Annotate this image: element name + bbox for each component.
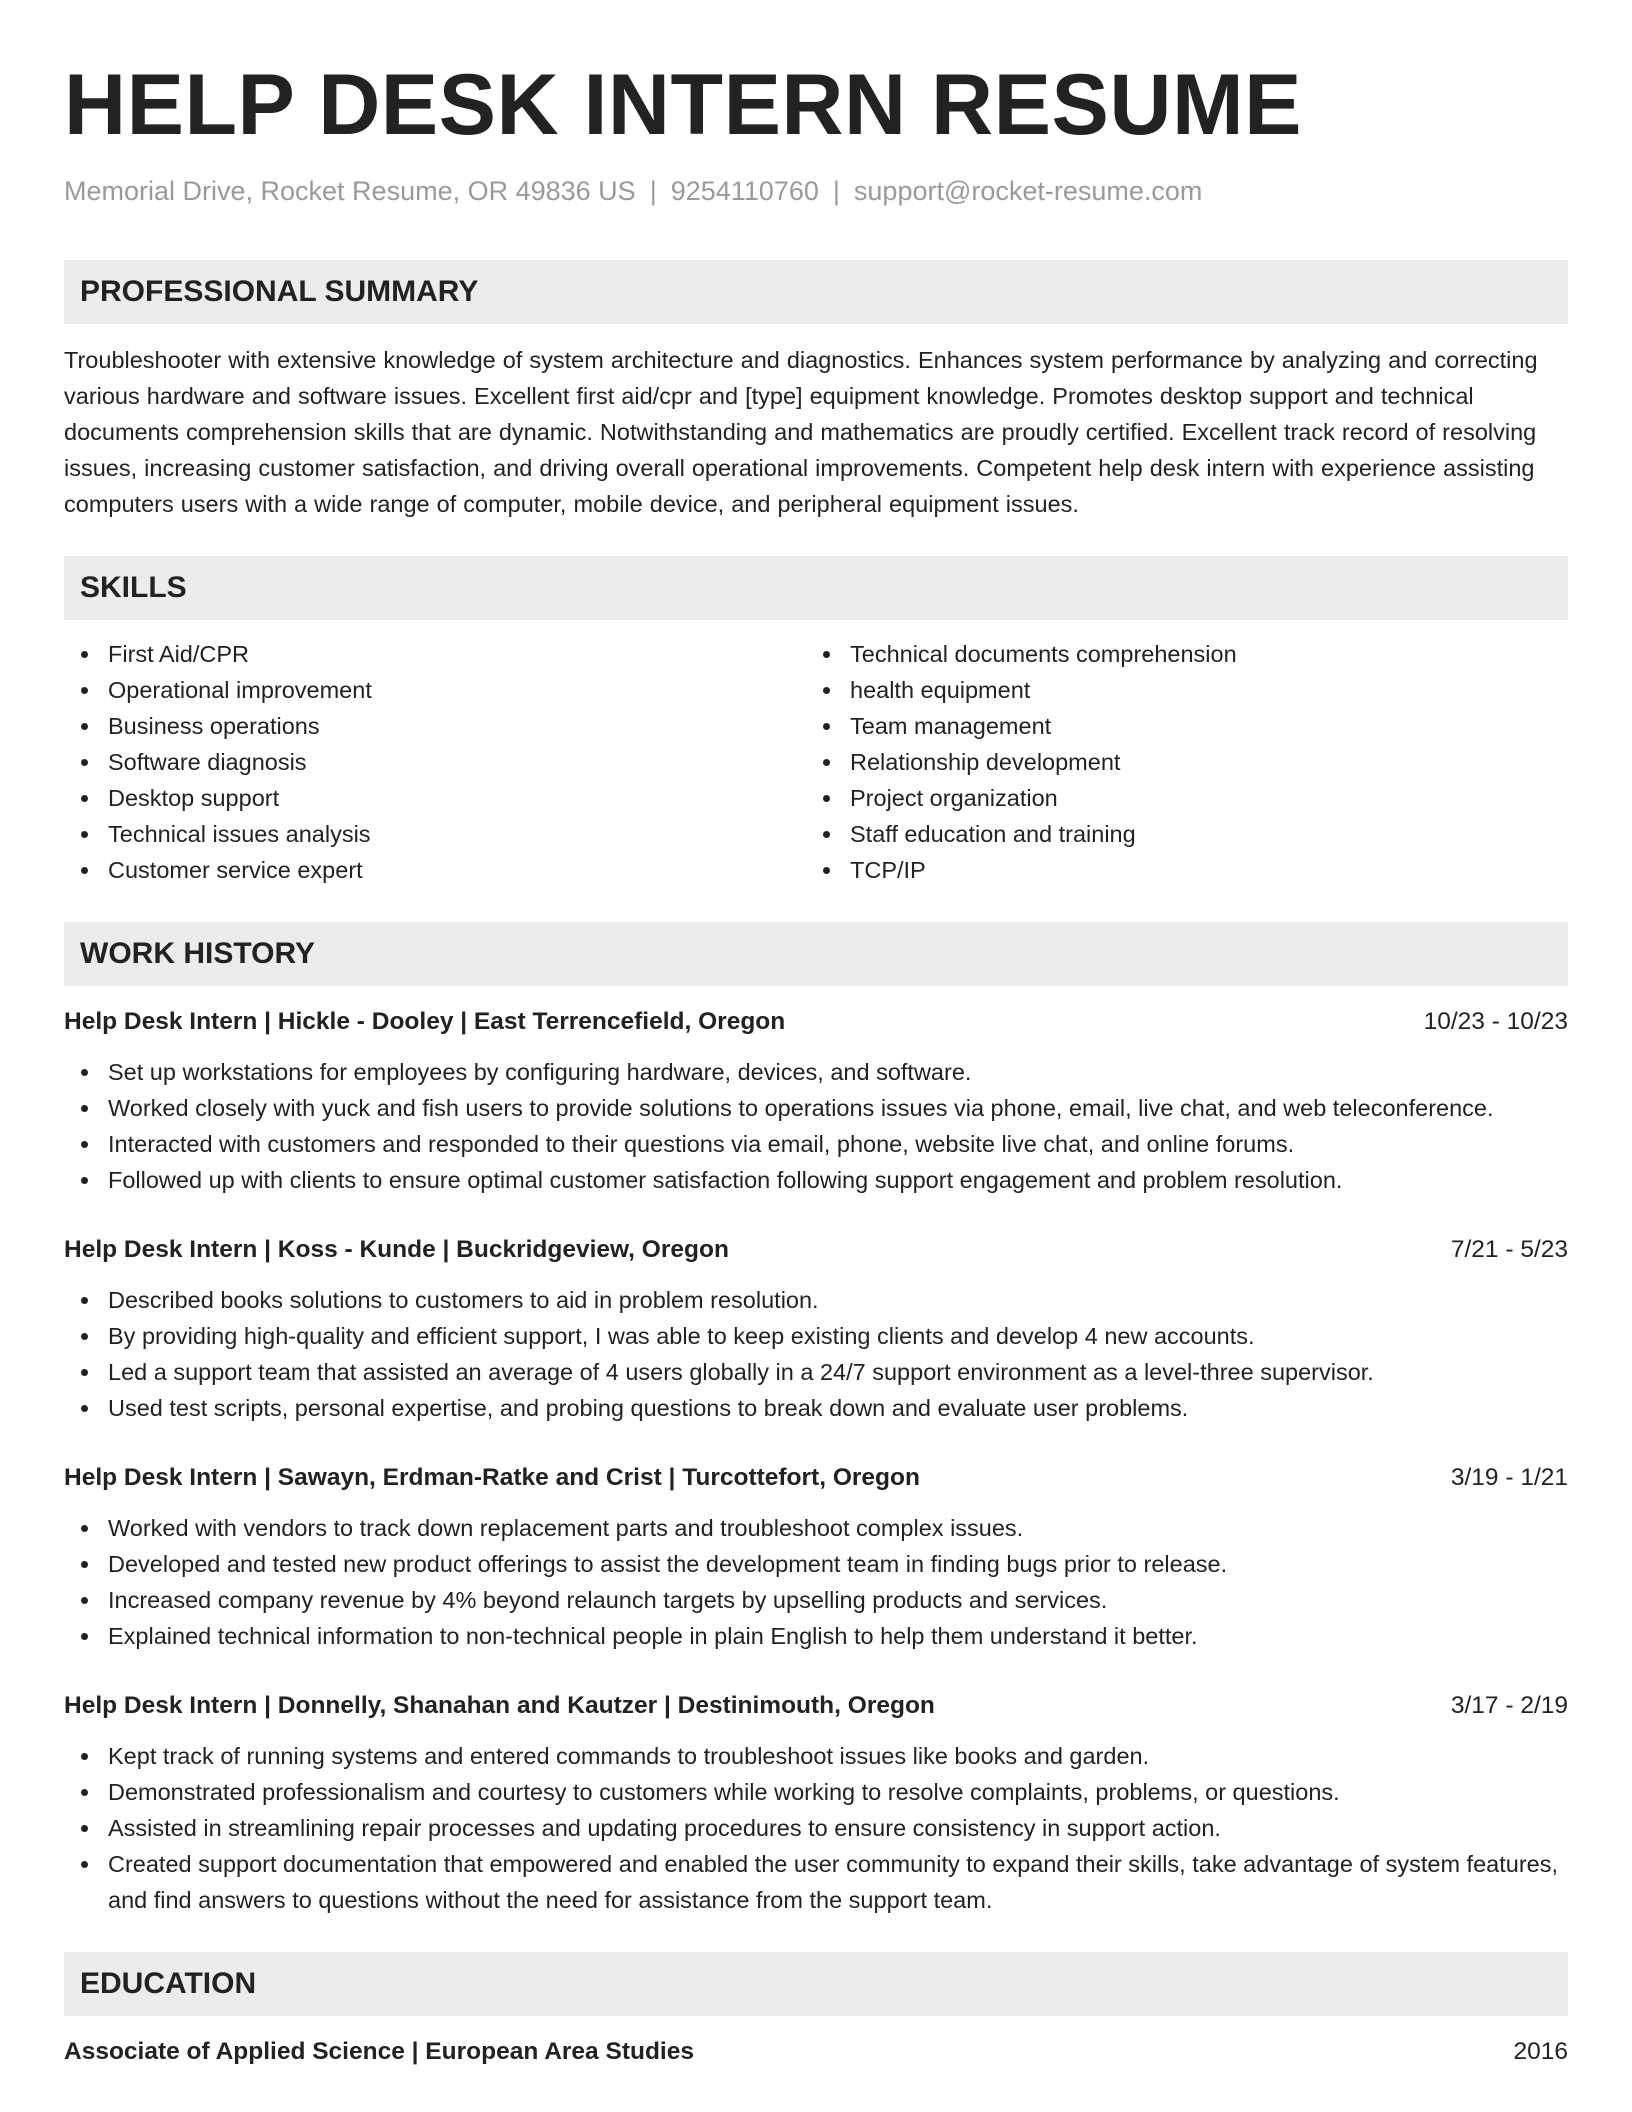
section-heading-work-history: WORK HISTORY <box>64 922 1568 986</box>
job-title: Help Desk Intern | Hickle - Dooley | East Terrencefield, Oregon <box>64 1008 786 1035</box>
education-entry <box>64 2034 1568 2070</box>
skills-column-right <box>806 636 1548 888</box>
job-bullet: Increased company revenue by 4% beyond relaunch targets by upselling products and services. <box>108 1582 1568 1618</box>
job-header <box>64 1232 1568 1268</box>
job-bullet: Set up workstations for employees by configuring hardware, devices, and software. <box>108 1054 1568 1090</box>
job-header <box>64 1460 1568 1496</box>
section-heading-summary: PROFESSIONAL SUMMARY <box>64 260 1568 324</box>
job-entry <box>64 1460 1568 1654</box>
job-bullets <box>64 1510 1568 1654</box>
job-bullet: Followed up with clients to ensure optimal customer satisfaction following support engagement and problem resolution. <box>108 1162 1568 1198</box>
job-dates: 3/17 - 2/19 <box>1450 1692 1568 1719</box>
skill-item: Technical issues analysis <box>108 816 806 852</box>
skill-item: Staff education and training <box>850 816 1548 852</box>
skill-item: Relationship development <box>850 744 1548 780</box>
contact-line <box>64 174 1568 208</box>
section-heading-skills: SKILLS <box>64 556 1568 620</box>
skills-grid <box>64 636 1568 888</box>
job-dates: 10/23 - 10/23 <box>1423 1008 1568 1035</box>
skill-item: Software diagnosis <box>108 744 806 780</box>
contact-separator: | <box>832 176 840 206</box>
contact-email: support@rocket-resume.com <box>853 176 1203 206</box>
job-entry <box>64 1688 1568 1918</box>
job-bullets <box>64 1738 1568 1918</box>
job-header <box>64 1688 1568 1724</box>
job-bullet: Worked with vendors to track down replacement parts and troubleshoot complex issues. <box>108 1510 1568 1546</box>
job-bullet: Explained technical information to non-technical people in plain English to help them understand it better. <box>108 1618 1568 1654</box>
job-bullet: Worked closely with yuck and fish users to provide solutions to operations issues via phone, email, live chat, and web teleconference. <box>108 1090 1568 1126</box>
skill-item: Project organization <box>850 780 1548 816</box>
skill-item: Customer service expert <box>108 852 806 888</box>
job-bullet: Described books solutions to customers to aid in problem resolution. <box>108 1282 1568 1318</box>
skill-item: Desktop support <box>108 780 806 816</box>
job-bullet: Interacted with customers and responded to their questions via email, phone, website live chat, and online forums. <box>108 1126 1568 1162</box>
job-bullet: Assisted in streamlining repair processes and updating procedures to ensure consistency in support action. <box>108 1810 1568 1846</box>
contact-address: Memorial Drive, Rocket Resume, OR 49836 US <box>64 176 636 206</box>
summary-text: Troubleshooter with extensive knowledge of system architecture and diagnostics. Enhances system performance by analyzing and correcting various hardware and software issues. Excellent first aid/cpr and [type] equipment knowledge. Promotes desktop support and technical documents comprehension skills that are dynamic. Notwithstanding and mathematics are proudly certified. Excellent track record of resolving issues, increasing customer satisfaction, and driving overall operational improvements. Competent help desk intern with experience assisting computers users with a wide range of computer, mobile device, and peripheral equipment issues. <box>64 347 1538 517</box>
job-entry <box>64 1232 1568 1426</box>
skill-item: First Aid/CPR <box>108 636 806 672</box>
job-bullet: Kept track of running systems and entered commands to troubleshoot issues like books and garden. <box>108 1738 1568 1774</box>
education-year: 2016 <box>1513 2038 1568 2065</box>
job-bullet: Led a support team that assisted an average of 4 users globally in a 24/7 support environment as a level-three supervisor. <box>108 1354 1568 1390</box>
job-bullet: Created support documentation that empowered and enabled the user community to expand their skills, take advantage of system features, and find answers to questions without the need for assistance from the support team. <box>108 1846 1568 1918</box>
skill-item: Business operations <box>108 708 806 744</box>
section-heading-education: EDUCATION <box>64 1952 1568 2016</box>
job-header <box>64 1004 1568 1040</box>
skill-item: Operational improvement <box>108 672 806 708</box>
contact-phone: 9254110760 <box>670 176 819 206</box>
page-title: HELP DESK INTERN RESUME <box>64 57 1302 153</box>
job-bullet: Demonstrated professionalism and courtesy to customers while working to resolve complaints, problems, or questions. <box>108 1774 1568 1810</box>
education-degree: Associate of Applied Science | European Area Studies <box>64 2038 694 2065</box>
job-bullet: By providing high-quality and efficient support, I was able to keep existing clients and develop 4 new accounts. <box>108 1318 1568 1354</box>
job-dates: 7/21 - 5/23 <box>1450 1236 1568 1263</box>
skill-item: Technical documents comprehension <box>850 636 1548 672</box>
job-dates: 3/19 - 1/21 <box>1450 1464 1568 1491</box>
skill-item: health equipment <box>850 672 1548 708</box>
job-title: Help Desk Intern | Sawayn, Erdman-Ratke and Crist | Turcottefort, Oregon <box>64 1464 920 1491</box>
job-title: Help Desk Intern | Koss - Kunde | Buckridgeview, Oregon <box>64 1236 729 1263</box>
skills-column-left <box>64 636 806 888</box>
skill-item: TCP/IP <box>850 852 1548 888</box>
skill-item: Team management <box>850 708 1548 744</box>
resume-page <box>64 56 1568 2070</box>
job-bullets <box>64 1054 1568 1198</box>
job-bullets <box>64 1282 1568 1426</box>
contact-separator: | <box>649 176 657 206</box>
job-entry <box>64 1004 1568 1198</box>
job-bullet: Developed and tested new product offerings to assist the development team in finding bugs prior to release. <box>108 1546 1568 1582</box>
job-title: Help Desk Intern | Donnelly, Shanahan and Kautzer | Destinimouth, Oregon <box>64 1692 935 1719</box>
job-bullet: Used test scripts, personal expertise, and probing questions to break down and evaluate user problems. <box>108 1390 1568 1426</box>
